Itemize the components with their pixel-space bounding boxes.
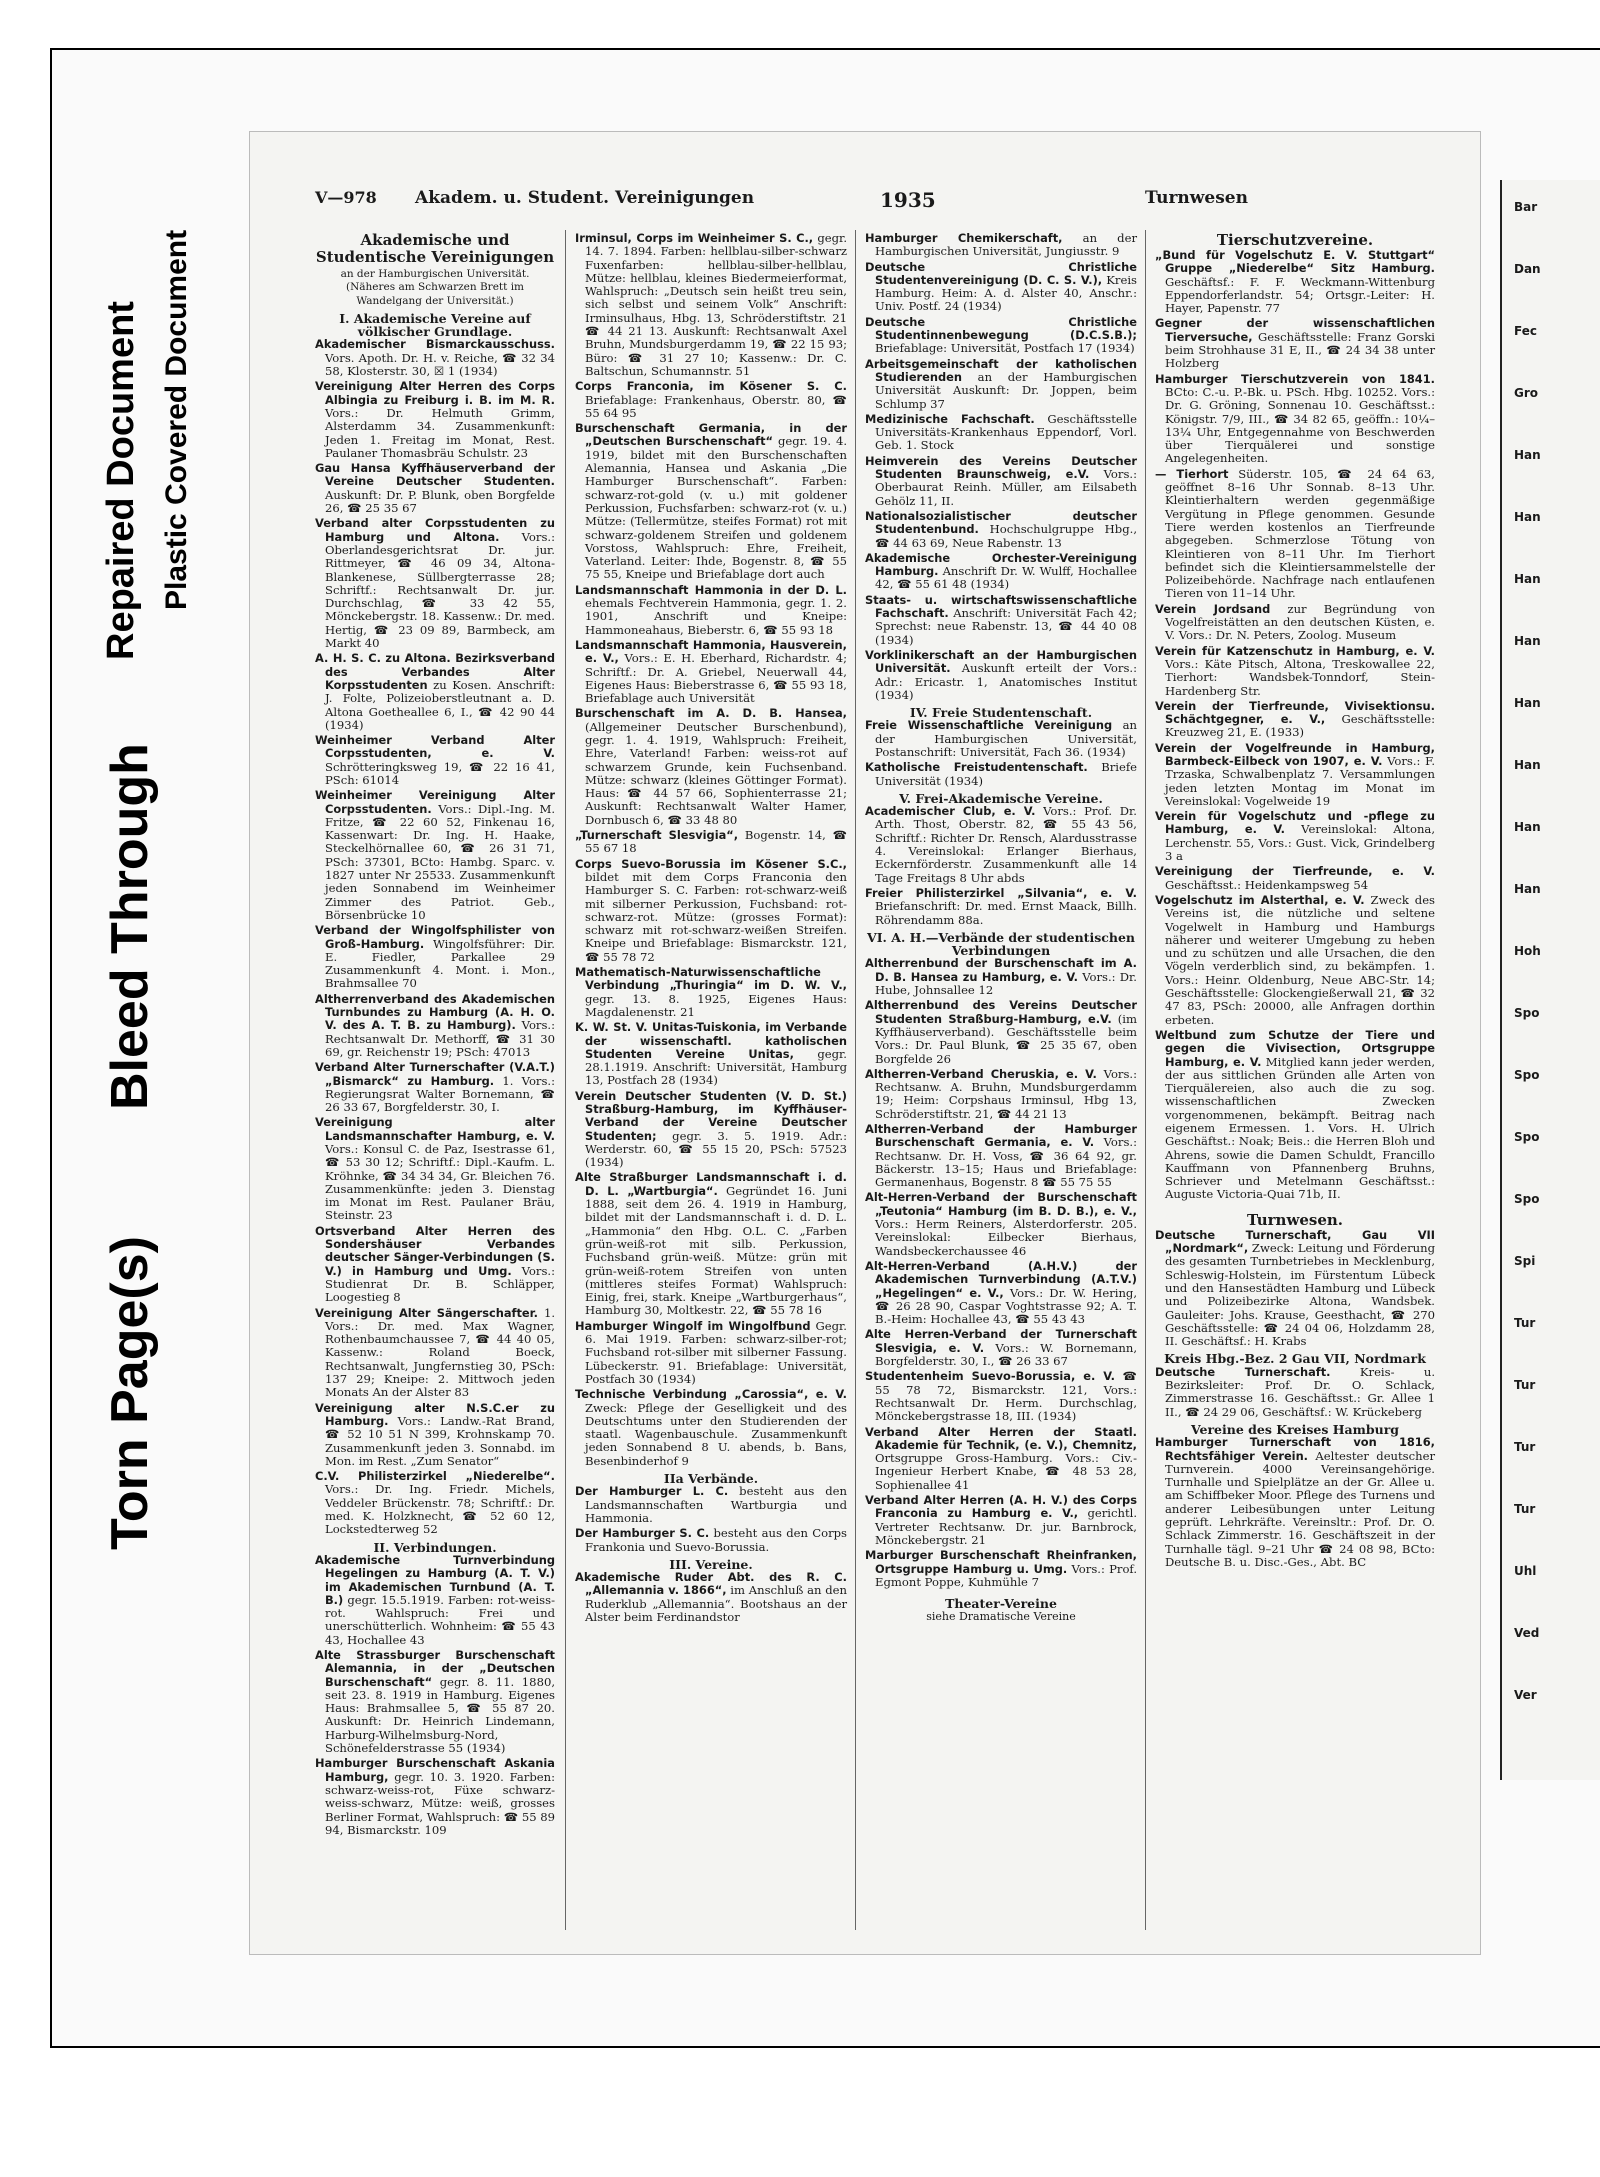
entry-details: an der Hamburgischen Universität, Postanschrift: Universität, Fach 36. (1934) bbox=[875, 718, 1138, 759]
directory-entry bbox=[315, 1649, 555, 1755]
entry-name: Mathematisch-Naturwissenschaftliche Verbindung „Thuringia“ im D. W. V., bbox=[575, 965, 847, 993]
entry-name: Burschenschaft im A. D. B. Hansea, bbox=[575, 706, 847, 721]
entry-details: gegr. 19. 4. 1919, bildet mit den Burschenschaften Alemannia, Hansea und Askania „Die Hamburger Burschenschaft“. Farben: schwarz-rot-gold (v. u.) mit goldener Perkussion, Fuchsfarben: schwarz-rot (v. u.) Mütze: (Tellermütze, steifes Format) rot mit schwarz-goldenem Streifen und goldenem Vorstoss, Wahlspruch: Ehre, Freiheit, Vaterland. Leiter: Ihde, Bogenstr. 8, ☎ 55 75 55, Kneipe und Briefablage dort auch bbox=[585, 434, 848, 582]
entry-name: Verband Alter Turnerschafter (V.A.T.) „Bismarck“ zu Hamburg. bbox=[315, 1060, 555, 1088]
edge-fragment: Ver bbox=[1514, 1688, 1537, 1702]
entry-name: Academischer Club, e. V. bbox=[865, 804, 1036, 819]
entry-details: zu Kosen. Anschrift: J. Folte, Polizeioberstleutnant a. D. Altona Goetheallee 6, I., ☎ 42 90 44 (1934) bbox=[325, 677, 555, 732]
directory-entry bbox=[865, 1494, 1137, 1547]
entry-details: Bogenstr. 14, ☎ 55 67 18 bbox=[585, 828, 848, 856]
entry-details: an der Hamburgischen Universität, Jungiusstr. 9 bbox=[875, 231, 1137, 259]
entry-name: Vereinigung alter Landsmannschafter Hamburg, e. V. bbox=[315, 1115, 555, 1143]
directory-entry bbox=[315, 789, 555, 922]
entry-details: Gegr. 6. Mai 1919. Farben: schwarz-silber-rot; Fuchsband rot-silber mit silberner Fassung. Lübeckerstr. 91. Briefablage: Universität, Postfach 30 (1934) bbox=[585, 1318, 847, 1386]
directory-entry bbox=[1155, 249, 1435, 315]
entry-name: Verband der Wingolfsphilister von Groß-Hamburg. bbox=[315, 923, 555, 951]
section-heading: I. Akademische Vereine auf völkischer Grundlage. bbox=[339, 310, 531, 340]
entry-name: Heimverein des Vereins Deutscher Studenten Braunschweig, e.V. bbox=[865, 453, 1137, 482]
directory-entry bbox=[865, 358, 1137, 411]
directory-entry bbox=[865, 316, 1137, 356]
section-heading: VI. A. H.—Verbände der studentischen Verbindungen bbox=[867, 929, 1135, 959]
directory-entry bbox=[315, 1757, 555, 1837]
section-heading: V. Frei-Akademische Vereine. bbox=[899, 790, 1103, 806]
entry-details: Vors.: Dipl.-Ing. M. Fritze, ☎ 22 60 52, Finkenau 16, Kassenwart: Dr. Ing. H. Haake, Steckelhörnallee 60, ☎ 26 31 71, PSch: 37301, BCto: Hambg. Sparc. v. 1827 unter Nr 25533. Zusammenkunft jeden Sonnabend im Weinheimer Zimmer des Patriot. Geb., Börsenbrücke 10 bbox=[325, 801, 556, 922]
directory-entry bbox=[575, 639, 847, 705]
directory-entry bbox=[865, 1191, 1137, 1257]
column-title: Akademische und Studentische Vereinigungen bbox=[315, 231, 555, 266]
entry-details: gerichtl. Vertreter Rechtsanw. Dr. jur. Barnbrock, Mönckebergstr. 21 bbox=[875, 1506, 1137, 1547]
entry-name: Gegner der wissenschaftlichen Tierversuche, bbox=[1155, 316, 1435, 344]
entry-details: Zweck des Vereins ist, die nützliche und seltene Vogelwelt in Hamburg und Hamburgs näherer und weiterer Umgebung zu heben und zu schützen und alle Ursachen, die den Vögeln verderblich sind, zu bekämpfen. 1. Vors.: Heinr. Oldenburg, Neue ABC-Str. 14; Geschäftsstelle: Glockengießerwall 21, ☎ 32 47 83, PSch: 20000, alle Anfragen dorthin erbeten. bbox=[1165, 892, 1436, 1027]
entry-details: Geschäftsstelle: Franz Gorski beim Strohhause 31 E, II., ☎ 24 34 38 unter Holzberg bbox=[1165, 329, 1435, 371]
entry-name: Verband alter Corpsstudenten zu Hamburg und Altona. bbox=[315, 516, 555, 544]
directory-entry bbox=[1155, 1229, 1435, 1349]
directory-entry bbox=[865, 510, 1137, 550]
edge-fragment: Tur bbox=[1514, 1378, 1536, 1392]
directory-entry bbox=[865, 649, 1137, 702]
column-1 bbox=[315, 232, 555, 1839]
directory-entry bbox=[575, 858, 847, 964]
directory-entry bbox=[1155, 645, 1435, 698]
entry-details: gegr. 3. 5. 1919. Adr.: Werderstr. 60, ☎ 55 15 20, PSch: 57523 (1934) bbox=[585, 1128, 847, 1170]
entry-details: Vors.: Oberbaurat Reinh. Müller, am Eilsabeth Gehölz 11, II. bbox=[875, 467, 1137, 508]
left-border bbox=[50, 48, 52, 2048]
directory-entry bbox=[865, 1370, 1137, 1423]
edge-fragment: Han bbox=[1514, 758, 1541, 772]
directory-entry bbox=[315, 1116, 555, 1222]
entry-details: 1. Vors.: Regierungsrat Walter Bornemann, ☎ 26 33 67, Borgfelderstr. 30, I. bbox=[325, 1073, 556, 1115]
entry-name: Deutsche Turnerschaft, Gau VII „Nordmark“, bbox=[1155, 1227, 1435, 1256]
entry-name: Freie Wissenschaftliche Vereinigung bbox=[865, 718, 1113, 733]
edge-fragment: Fec bbox=[1514, 324, 1537, 338]
entry-details: Auskunft: Dr. P. Blunk, oben Borgfelde 26, ☎ 25 35 67 bbox=[325, 487, 555, 516]
entry-details: Vors.: Landw.-Rat Brand, ☎ 52 10 51 N 399, Krohnskamp 70. Zusammenkunft jeden 3. Sonnabd. im Mon. im Rest. „Zum Senator“ bbox=[325, 1413, 555, 1468]
entry-details: Vors.: Dr. Hube, Johnsallee 12 bbox=[875, 969, 1137, 998]
entry-details: Vors. Apoth. Dr. H. v. Reiche, ☎ 32 34 58, Klosterstr. 30, ☒ 1 (1934) bbox=[325, 350, 555, 379]
directory-entry bbox=[315, 1061, 555, 1114]
directory-entry bbox=[315, 1470, 555, 1536]
entry-name: Verein Deutscher Studenten (V. D. St.) Straßburg-Hamburg, im Kyffhäuser-Verband der Vereine Deutscher Studenten; bbox=[575, 1088, 847, 1143]
repaired-label: Repaired Document bbox=[100, 301, 142, 660]
directory-entry bbox=[315, 380, 555, 460]
entry-name: Altherrenbund des Vereins Deutscher Studenten Straßburg-Hamburg, e.V. bbox=[865, 998, 1137, 1026]
entry-name: Weinheimer Vereinigung Alter Corpsstudenten. bbox=[315, 788, 555, 816]
directory-entry bbox=[315, 652, 555, 732]
entry-name: Altherren-Verband der Hamburger Burschenschaft Germania, e. V. bbox=[865, 1122, 1137, 1150]
entry-details: im Anschluß an den Ruderklub „Allemannia“. Bootshaus an der Alster beim Ferdinandstor bbox=[585, 1583, 847, 1624]
section-heading: III. Vereine. bbox=[669, 1556, 753, 1572]
plastic-label: Plastic Covered Document bbox=[160, 229, 193, 610]
edge-fragment: Spo bbox=[1514, 1068, 1540, 1082]
theater-note: siehe Dramatische Vereine bbox=[926, 1610, 1076, 1624]
bottom-border bbox=[50, 2046, 1600, 2048]
entry-details: Vors.: Prof. Egmont Poppe, Kuhmühle 7 bbox=[875, 1561, 1137, 1589]
edge-fragment: Spi bbox=[1514, 1254, 1536, 1268]
directory-entry bbox=[575, 380, 847, 420]
directory-entry bbox=[1155, 468, 1435, 601]
entry-name: Studentenheim Suevo-Borussia, e. V. bbox=[865, 1369, 1115, 1384]
entry-name: Marburger Burschenschaft Rheinfranken, Ortsgruppe Hamburg u. Umg. bbox=[865, 1548, 1137, 1576]
directory-entry bbox=[865, 594, 1137, 647]
entry-name: Katholische Freistudentenschaft. bbox=[865, 760, 1088, 775]
edge-fragment: Han bbox=[1514, 448, 1541, 462]
entry-name: Corps Suevo-Borussia im Kösener S.C., bbox=[575, 856, 847, 871]
entry-details: Vors.: Rechtsanw. A. Bruhn, Mundsburgerdamm 19; Heim: Corpshaus Irminsul, Hbg 13, Schröderstiftstr. 21, ☎ 44 21 13 bbox=[875, 1066, 1138, 1121]
edge-fragment: Han bbox=[1514, 572, 1541, 586]
edge-fragment: Tur bbox=[1514, 1440, 1536, 1454]
entry-name: Burschenschaft Germania, in der „Deutschen Burschenschaft“ bbox=[575, 421, 847, 449]
entry-name: Hamburger Burschenschaft Askania Hamburg, bbox=[315, 1756, 555, 1784]
entry-name: Verein Jordsand bbox=[1155, 601, 1271, 616]
directory-entry bbox=[865, 761, 1137, 788]
section-heading: IIa Verbände. bbox=[663, 1471, 759, 1487]
directory-entry bbox=[865, 455, 1137, 508]
entry-details: an der Hamburgischen Universität Auskunft: Dr. Joppen, beim Schlump 37 bbox=[875, 369, 1138, 411]
directory-entry bbox=[1155, 317, 1435, 370]
directory-entry bbox=[1155, 742, 1435, 808]
directory-entry bbox=[315, 462, 555, 515]
entry-details: gegr. 13. 8. 1925, Eigenes Haus: Magdalenenstr. 21 bbox=[585, 991, 847, 1019]
entry-details: Zweck: Pflege der Geselligkeit und des Deutschtums unter den Studierenden der staatl. Wagenbauschule. Zusammenkunft jeden Sonnabend 8 U. abends, b. Bans, Besenbinderhof 9 bbox=[585, 1400, 847, 1468]
column-rule bbox=[1145, 230, 1146, 1930]
directory-entry bbox=[315, 338, 555, 378]
entry-name: Vogelschutz im Alsterthal, e. V. bbox=[1155, 892, 1365, 907]
directory-entry bbox=[865, 805, 1137, 885]
section-heading: II. Verbindungen. bbox=[373, 1539, 497, 1555]
entry-name: C.V. Philisterzirkel „Niederelbe“. bbox=[315, 1469, 555, 1484]
entry-name: Akademischer Bismarckausschuss. bbox=[315, 337, 555, 352]
directory-entry bbox=[865, 1328, 1137, 1368]
entry-name: Deutsche Christliche Studentinnenbewegung (D.C.S.B.); bbox=[865, 314, 1137, 343]
entry-name: Irminsul, Corps im Weinheimer S. C., bbox=[575, 231, 814, 245]
entry-details: bildet mit dem Corps Franconia den Hamburger S. C. Farben: rot-schwarz-weiß mit silberner Perkussion, Fuchsband: rot-schwarz-rot. Mütze: (grosses Format): schwarz mit rot-schwarz-weißen Streifen. Kneipe und Briefablage: Bismarckstr. 121, ☎ 55 78 72 bbox=[585, 869, 847, 964]
entry-name: Alt-Herren-Verband der Burschenschaft „Teutonia“ Hamburg (im B. D. B.), e. V., bbox=[865, 1190, 1137, 1218]
edge-fragment: Han bbox=[1514, 634, 1541, 648]
directory-entry bbox=[865, 957, 1137, 997]
entry-details: (im Kyffhäuserverband). Geschäftsstelle beim Vors.: Dr. Paul Blunk, ☎ 25 35 67, oben Borgfelde 26 bbox=[875, 1011, 1137, 1066]
edge-fragment: Han bbox=[1514, 696, 1541, 710]
directory-entry bbox=[575, 1388, 847, 1468]
directory-entry bbox=[315, 993, 555, 1059]
directory-entry bbox=[1155, 1366, 1435, 1419]
entry-name: Der Hamburger L. C. bbox=[575, 1484, 729, 1499]
entry-name: Verband Alter Herren der Staatl. Akademie für Technik, (e. V.), Chemnitz, bbox=[865, 1424, 1137, 1452]
edge-fragment: Han bbox=[1514, 820, 1541, 834]
entry-name: Alt-Herren-Verband (A.H.V.) der Akademischen Turnverbindung (A.T.V.) „Hegelingen“ e. V., bbox=[865, 1258, 1137, 1300]
directory-entry bbox=[865, 1260, 1137, 1326]
entry-name: Nationalsozialistischer deutscher Studentenbund. bbox=[865, 508, 1137, 537]
entry-name: A. H. S. C. zu Altona. Bezirksverband des Verbandes Alter Korpsstudenten bbox=[315, 651, 555, 692]
entry-name: Alte Strassburger Burschenschaft Alemannia, in der „Deutschen Burschenschaft“ bbox=[315, 1647, 555, 1689]
entry-name: Weinheimer Verband Alter Corpsstudenten, e. V. bbox=[315, 733, 555, 761]
entry-name: Akademische Turnverbindung Hegelingen zu Hamburg (A. T. V.) im Akademischen Turnbund (A. T. B.) bbox=[315, 1552, 555, 1607]
entry-details: gegr. 28.1.1919. Anschrift: Universität, Hamburg 13, Postfach 28 (1934) bbox=[585, 1046, 847, 1088]
edge-fragment: Dan bbox=[1514, 262, 1541, 276]
entry-details: Aeltester deutscher Turnverein. 4000 Vereinsangehörige. Turnhalle und Spielplätze an der Gr. Allee u. am Schiffbeker Moor. Pflege des Turnens und anderer Leibesübungen unter Leitung geprüft. Lehrkräfte. Vereinsltr.: Prof. Dr. O. Schlack Zimmerstr. 16. Geschäftszeit in der Turnhalle tägl. 9–21 Uhr ☎ 24 08 98, BCto: Deutsche B. u. Disc.-Ges., Abt. BC bbox=[1165, 1448, 1435, 1569]
column-title: Tierschutzvereine. bbox=[1216, 231, 1374, 249]
directory-entry bbox=[1155, 894, 1435, 1027]
directory-entry bbox=[865, 232, 1137, 259]
bleed-label: Bleed Through bbox=[101, 743, 159, 1110]
directory-entry bbox=[1155, 810, 1435, 863]
section-title: Turnwesen. bbox=[1246, 1210, 1344, 1229]
directory-entry bbox=[865, 1123, 1137, 1189]
topic-title: Turnwesen bbox=[1145, 188, 1248, 208]
directory-entry bbox=[315, 734, 555, 787]
entry-details: Vors.: Studienrat Dr. B. Schläpper, Loogestieg 8 bbox=[325, 1263, 555, 1305]
entry-details: Ortsgruppe Gross-Hamburg. Vors.: Civ.-Ingenieur Herbert Knabe, ☎ 48 53 28, Sophienallee 41 bbox=[875, 1451, 1137, 1492]
entry-details: gegr. 8. 11. 1880, seit 23. 8. 1919 in Hamburg. Eigenes Haus: Brahmsallee 5, ☎ 55 87 20. Auskunft: Dr. Heinrich Lindemann, Harburg-Wilhelmsburg-Nord, Schönefelderstrasse 55 (1934) bbox=[325, 1674, 556, 1756]
entry-details: Geschäftsst.: Heidenkampsweg 54 bbox=[1165, 877, 1369, 892]
directory-entry bbox=[865, 887, 1137, 927]
entry-name: Freier Philisterzirkel „Silvania“, e. V. bbox=[865, 885, 1137, 900]
entry-name: Akademische Orchester-Vereinigung Hamburg. bbox=[865, 550, 1137, 579]
entry-details: Vors.: Dr. W. Hering, ☎ 26 28 90, Caspar Voghtstrasse 92; A. T. B.-Heim: Hochallee 43, ☎ 55 43 43 bbox=[875, 1285, 1138, 1327]
directory-entry bbox=[575, 707, 847, 827]
entry-name: Altherrenbund der Burschenschaft im A. D. B. Hansea zu Hamburg, e. V. bbox=[865, 956, 1137, 984]
directory-entry bbox=[575, 1485, 847, 1525]
edge-fragment: Ved bbox=[1514, 1626, 1540, 1640]
entry-details: Schrötteringksweg 19, ☎ 22 16 41, PSch: 61014 bbox=[325, 759, 555, 787]
section-title: Akadem. u. Student. Vereinigungen bbox=[415, 188, 755, 208]
directory-entry bbox=[575, 1571, 847, 1624]
entry-details: Anschrift: Universität Fach 42; Sprechst: neue Rabenstr. 13, ☎ 44 40 08 (1934) bbox=[875, 606, 1137, 647]
entry-name: Vereinigung der Tierfreunde, e. V. bbox=[1155, 864, 1435, 879]
entry-details: Briefablage: Frankenhaus, Oberstr. 80, ☎ 55 64 95 bbox=[585, 392, 847, 420]
directory-entry bbox=[1155, 700, 1435, 740]
entry-name: K. W. St. V. Unitas-Tuiskonia, im Verbande der wissenschaftl. katholischen Studenten Vereine Unitas, bbox=[575, 1020, 847, 1061]
entry-details: zur Begründung von Vogelfreistätten an den deutschen Küsten, e. V. Vors.: Dr. N. Peters, Zoolog. Museum bbox=[1165, 601, 1436, 643]
entry-name: Technische Verbindung „Carossia“, e. V. bbox=[575, 1387, 847, 1402]
entry-details: Vors.: Dr. Ing. Friedr. Michels, Veddeler Brückenstr. 78; Schriftf.: Dr. med. K. Holzknecht, ☎ 52 60 12, Lockstedterweg 52 bbox=[325, 1482, 555, 1537]
entry-details: ☎ 55 78 72, Bismarckstr. 121, Vors.: Rechtsanwalt Dr. Herm. Durchschlag, Mönckebergstrasse 18, III. (1934) bbox=[875, 1369, 1137, 1424]
entry-details: Vors.: Prof. Dr. Arth. Thost, Oberstr. 82, ☎ 55 43 56, Schriftf.: Richter Dr. Rensch, Alardusstrasse 4. Vereinslokal: Erlanger Bierhaus, Eckernförderstr. Zusammenkunft alle 14 Tage Freitags 8 Uhr abds bbox=[875, 804, 1137, 885]
entry-details: Hochschulgruppe Hbg., ☎ 44 63 69, Neue Rabenstr. 13 bbox=[875, 522, 1138, 550]
entry-name: Verband Alter Herren (A. H. V.) des Corps Franconia zu Hamburg e. V., bbox=[865, 1493, 1137, 1521]
directory-entry bbox=[865, 1549, 1137, 1589]
entry-name: Verein für Vogelschutz und -pflege zu Hamburg, e. V. bbox=[1155, 809, 1435, 837]
edge-fragment: Spo bbox=[1514, 1192, 1540, 1206]
entry-name: Weltbund zum Schutze der Tiere und gegen die Vivisection, Ortsgruppe Hamburg, e. V. bbox=[1155, 1027, 1435, 1069]
directory-entry bbox=[575, 966, 847, 1019]
entry-details: Vereinslokal: Altona, Lerchenstr. 55, Vors.: Gust. Vick, Grindelberg 3 a bbox=[1165, 822, 1436, 864]
entry-details: Vors.: Käte Pitsch, Altona, Treskowallee 22, Tierhort: Wandsbek-Tonndorf, Stein-Hardenberg Str. bbox=[1165, 656, 1435, 698]
entry-name: Verein der Vogelfreunde in Hamburg, Barmbeck-Eilbeck von 1907, e. V. bbox=[1155, 740, 1435, 768]
directory-entry bbox=[575, 1171, 847, 1317]
directory-entry bbox=[1155, 603, 1435, 643]
entry-name: Gau Hansa Kyffhäuserverband der Vereine Deutscher Studenten. bbox=[315, 461, 555, 489]
entry-details: Vors.: Dr. Helmuth Grimm, Alsterdamm 34. Zusammenkunft: Jeden 1. Freitag im Monat, Rest. Paulaner Thomasbräu Schulstr. 23 bbox=[325, 405, 555, 460]
edge-fragment: Hoh bbox=[1514, 944, 1541, 958]
directory-entry bbox=[865, 552, 1137, 592]
entry-details: BCto: C.-u. P.-Bk. u. PSch. Hbg. 10252. Vors.: Dr. G. Gröning, Sonnenau 10. Geschäftsst.: Königstr. 7/9, III., ☎ 34 82 65, geöffn.: 10¼–13¼ Uhr, Entgegennahme von Beschwerden über Tierquälerei und sonstige Angelegenheiten. bbox=[1165, 384, 1435, 466]
entry-name: Deutsche Christliche Studentenvereinigung (D. C. S. V.), bbox=[865, 259, 1137, 287]
entry-details: Kreis Hamburg. Heim: A. d. Alster 40, Anschr.: Univ. Postf. 24 (1934) bbox=[875, 272, 1137, 314]
entry-details: Gegründet 16. Juni 1888, seit dem 26. 4. 1919 in Hamburg, bildet mit der Landsmannschaft i. d. D. L. „Hammonia“ den Hbg. O.L. C. „Farben grün-weiß-rot mit silb. Perkussion, Fuchsband grün-weiß. Mütze: grün mit grün-weiß-rotem Streifen von unten (mittleres steifes Format) Wahlspruch: Einig, frei, stark. Kneipe „Wartburgerhaus“, Hamburg 30, Moltkestr. 22, ☎ 55 78 16 bbox=[585, 1183, 848, 1318]
entry-details: Geschäftsf.: F. F. Weckmann-Wittenburg Eppendorferlandstr. 54; Ortsgr.-Leiter: H. Hayer, Papenstr. 77 bbox=[1165, 274, 1435, 316]
entry-name: Ortsverband Alter Herren des Sondershäuser Verbandes deutscher Sänger-Verbindungen (S. V.) in Hamburg und Umg. bbox=[315, 1223, 555, 1278]
directory-entry bbox=[575, 1021, 847, 1087]
directory-entry bbox=[1155, 1029, 1435, 1202]
year: 1935 bbox=[880, 188, 936, 212]
section-heading: IV. Freie Studentenschaft. bbox=[909, 705, 1093, 721]
edge-fragment: Spo bbox=[1514, 1130, 1540, 1144]
entry-name: Vereinigung Alter Sängerschafter. bbox=[315, 1305, 538, 1320]
directory-entry bbox=[575, 584, 847, 637]
entry-details: Vors.: E. H. Eberhard, Richardstr. 4; Schriftf.: Dr. A. Griebel, Neuerwall 44, Eigenes Haus: Bieberstrasse 6, ☎ 55 93 18, Briefablage auch Universität bbox=[585, 651, 847, 706]
directory-entry bbox=[575, 232, 847, 378]
edge-fragment: Uhl bbox=[1514, 1564, 1537, 1578]
page-header bbox=[315, 188, 1595, 220]
entry-details: Briefe Universität (1934) bbox=[875, 760, 1137, 788]
directory-entry bbox=[575, 829, 847, 856]
section-heading: Vereine des Kreises Hamburg bbox=[1190, 1421, 1400, 1437]
entry-details: Geschäftsstelle Universitäts-Krankenhaus Eppendorf, Vorl. Geb. 1. Stock bbox=[875, 411, 1137, 453]
entry-details: Briefanschrift: Dr. med. Ernst Maack, Billh. Röhrendamm 88a. bbox=[875, 899, 1137, 927]
entry-details: Vors.: W. Bornemann, Borgfelderstr. 30, I., ☎ 26 33 67 bbox=[875, 1340, 1138, 1369]
entry-name: Akademische Ruder Abt. des R. C. „Allemannia v. 1866“, bbox=[575, 1570, 847, 1598]
directory-entry bbox=[865, 261, 1137, 314]
directory-entry bbox=[865, 1068, 1137, 1121]
entry-details: Vors.: Oberlandesgerichtsrat Dr. jur. Rittmeyer, ☎ 46 09 34, Altona-Blankenese, Süllbergterrasse 28; Schriftf.: Rechtsanwalt Dr. jur. Durchschlag, ☎ 33 42 55, Mönckebergstr. 18. Kassenw.: Dr. med. Hertig, ☎ 23 09 89, Barmbeck, am Markt 40 bbox=[325, 529, 555, 651]
entry-name: Staats- u. wirtschaftswissenschaftliche Fachschaft. bbox=[865, 592, 1137, 621]
column-rule bbox=[855, 230, 856, 1930]
directory-entry bbox=[315, 1402, 555, 1468]
entry-details: 1. Vors.: Dr. med. Max Wagner, Rothenbaumchaussee 7, ☎ 44 40 05, Kassenw.: Roland Boeck, Rechtsanwalt, Jungfernstieg 30, PSch: 137 29; Kneipe: 2. Mittwoch jeden Monats An der Alster 83 bbox=[325, 1305, 555, 1400]
directory-entry bbox=[575, 1320, 847, 1386]
directory-entry bbox=[865, 1426, 1137, 1492]
entry-details: gegr. 15.5.1919. Farben: rot-weiss-rot. Wahlspruch: Frei und unerschütterlich. Wohnheim: ☎ 55 43 43, Hochallee 43 bbox=[325, 1592, 555, 1647]
entry-details: Kreis- u. Bezirksleiter: Prof. Dr. O. Schlack, Zimmerstrasse 16. Geschäftsst.: Gr. Allee 1 II., ☎ 24 29 06, Geschäftsf.: W. Krückeberg bbox=[1165, 1364, 1436, 1419]
entry-name: Altherrenverband des Akademischen Turnbundes zu Hamburg (A. H. O. V. des A. T. B. zu Hamburg). bbox=[315, 991, 555, 1033]
entry-name: Landsmannschaft Hammonia in der D. L. bbox=[575, 582, 847, 597]
entry-details: gegr. 14. 7. 1894. Farben: hellblau-silber-schwarz Fuxenfarben: hellblau-silber-hellblau, Mütze: hellblau, kleines Biedermeierformat, Wahlspruch: „Deutsch sein heißt treu sein, sich selbst und seinem Volk“ Anschrift: Irminsulhaus, Hbg. 13, Schröderstiftstr. 21 ☎ 44 21 13. Auskunft: Rechtsanwalt Axel Bruhn, Mundsburgerdamm 19, ☎ 22 15 93; Büro: ☎ 31 27 10; Kassenw.: Dr. C. Baltschun, Schumannstr. 51 bbox=[585, 231, 848, 378]
directory-entry bbox=[575, 1090, 847, 1170]
entry-name: Hamburger Wingolf im Wingolfbund bbox=[575, 1318, 811, 1333]
column-rule bbox=[565, 230, 566, 1930]
directory-entry bbox=[315, 1554, 555, 1647]
entry-details: Auskunft erteilt der Vors.: Adr.: Ericastr. 1, Anatomisches Institut (1934) bbox=[875, 661, 1137, 702]
entry-details: Süderstr. 105, ☎ 24 64 63, geöffnet 8–16 Uhr Sonnab. 8–13 Uhr. Kleintierhaltern werden gegenmäßige Vergütung in Pflege genommen. Gesunde Tiere werden kostenlos an Tierfreunde abgegeben. Schmerzlose Tötung von Kleintieren von 8–11 Uhr. Im Tierhort befindet sich die Kleintiersammelstelle der Polizeibehörde. Nachfrage nach entlaufenen Tieren von 11–14 Uhr. bbox=[1165, 466, 1435, 601]
entry-name: Altherren-Verband Cheruskia, e. V. bbox=[865, 1066, 1097, 1081]
edge-fragment: Han bbox=[1514, 510, 1541, 524]
adjacent-page-edge bbox=[1500, 180, 1600, 1780]
entry-name: „Bund für Vogelschutz E. V. Stuttgart“ Gruppe „Niederelbe“ Sitz Hamburg. bbox=[1155, 248, 1435, 276]
entry-details: Mitglied kann jeder werden, der aus sittlichen Gründen alle Arten von Tierquälereien, also auch die zu sog. wissenschaftlichen Zwecken vorgenommenen, bekämpft. Beitrag nach eigenem Ermessen. 1. Vors. H. Ulrich Geschäftst.: Noak; Beis.: die Herren Bloh und Ahrens, sowie die Damen Schuldt, Francillo Kauffmann von Pfannenberg Bruhns, Schriever und Metelmann Geschäftsst.: Auguste Victoria-Quai 71b, II. bbox=[1165, 1054, 1436, 1202]
entry-details: (Allgemeiner Deutscher Burschenbund), gegr. 1. 4. 1919, Wahlspruch: Freiheit, Ehre, Vaterland! Farben: weiss-rot auf schwarzem Grunde, kein Fuchsenband. Mütze: schwarz (kleines Göttinger Format). Haus: ☎ 44 57 66, Sophienterrasse 21; Auskunft: Rechtsanwalt Walter Hamer, Dornbusch 6, ☎ 33 48 80 bbox=[585, 719, 847, 827]
entry-name: Deutsche Turnerschaft. bbox=[1155, 1364, 1331, 1379]
entry-name: Vereinigung Alter Herren des Corps Albingia zu Freiburg i. B. im M. R. bbox=[315, 379, 555, 407]
directory-entry bbox=[315, 517, 555, 650]
column-3 bbox=[865, 232, 1137, 1624]
directory-entry bbox=[575, 422, 847, 582]
edge-fragment: Han bbox=[1514, 882, 1541, 896]
edge-fragment: Bar bbox=[1514, 200, 1538, 214]
entry-details: Vors.: Konsul C. de Paz, Isestrasse 61, ☎ 53 30 12; Schriftf.: Dipl.-Kaufm. L. Kröhnke, ☎ 34 34 34, Gr. Bleichen 76. Zusammenkünfte: jeden 3. Dienstag im Monat im Rest. Paulaner Bräu, Steinstr. 23 bbox=[325, 1142, 555, 1223]
directory-entry bbox=[1155, 373, 1435, 466]
edge-fragment: Spo bbox=[1514, 1006, 1540, 1020]
directory-entry bbox=[865, 413, 1137, 453]
torn-label: Torn Page(s) bbox=[101, 1236, 159, 1550]
document-page bbox=[250, 132, 1480, 1954]
directory-entry bbox=[315, 1307, 555, 1400]
entry-name: Vorklinikerschaft an der Hamburgischen Universität. bbox=[865, 647, 1137, 676]
entry-details: Anschrift Dr. W. Wulff, Hochallee 42, ☎ 55 61 48 (1934) bbox=[875, 564, 1137, 592]
entry-name: Hamburger Tierschutzverein von 1841. bbox=[1155, 371, 1435, 386]
entry-details: Wingolfsführer: Dir. E. Fiedler, Parkallee 29 Zusammenkunft 4. Mont. i. Mon., Brahmsallee 70 bbox=[325, 936, 555, 991]
directory-entry bbox=[865, 999, 1137, 1065]
entry-details: Vors.: F. Trzaska, Schwalbenplatz 7. Versammlungen jeden letzten Montag im Monat im Vereinslokal: Vogelweide 19 bbox=[1165, 753, 1436, 808]
entry-name: Alte Straßburger Landsmannschaft i. d. D. L. „Wartburgia“. bbox=[575, 1170, 847, 1198]
section-heading: Theater-Vereine bbox=[945, 1596, 1057, 1612]
directory-entry bbox=[1155, 1436, 1435, 1569]
page-reference: V—978 bbox=[315, 188, 377, 207]
entry-name: — Tierhort bbox=[1155, 466, 1229, 481]
entry-details: Zweck: Leitung und Förderung des gesamten Turnbetriebes in Mecklenburg, Schleswig-Holstein, im Fürstentum Lübeck und den Hansestädten Hamburg und Lübeck und Polizeibezirke Altona, Wandsbek. Gauleiter: Johs. Krause, Geesthacht, ☎ 270 Geschäftsstelle: ☎ 24 04 06, Holzdamm 28, II. Geschäftsf.: H. Krabs bbox=[1165, 1241, 1435, 1349]
intro-text: an der Hamburgischen Universität. (Näheres am Schwarzen Brett im Wandelgang der Universität.) bbox=[340, 268, 530, 307]
entry-name: Verein für Katzenschutz in Hamburg, e. V. bbox=[1155, 643, 1435, 658]
column-2 bbox=[575, 232, 847, 1626]
entry-details: Vors.: Rechtsanw. Dr. H. Voss, ☎ 36 64 92, gr. Bäckerstr. 13–15; Haus und Briefablage: Germanenhaus, Bogenstr. 8 ☎ 55 75 55 bbox=[875, 1135, 1137, 1190]
entry-name: Alte Herren-Verband der Turnerschaft Slesvigia, e. V. bbox=[865, 1327, 1137, 1355]
entry-details: besteht aus den Corps Frankonia und Suevo-Borussia. bbox=[585, 1526, 847, 1554]
entry-name: Landsmannschaft Hammonia, Hausverein, e. V., bbox=[575, 637, 847, 666]
entry-name: Der Hamburger S. C. bbox=[575, 1526, 710, 1541]
edge-fragment: Tur bbox=[1514, 1316, 1536, 1330]
edge-fragment: Tur bbox=[1514, 1502, 1536, 1516]
entry-details: Geschäftsstelle: Kreuzweg 21, E. (1933) bbox=[1165, 712, 1435, 740]
directory-entry bbox=[315, 924, 555, 990]
directory-entry bbox=[575, 1527, 847, 1554]
directory-entry bbox=[865, 719, 1137, 759]
condition-labels bbox=[100, 150, 250, 1550]
entry-details: Vors.: Herm Reiners, Alsterdorferstr. 205. Vereinslokal: Eilbecker Bierhaus, Wandsbeckerchaussee 46 bbox=[875, 1217, 1137, 1258]
edge-fragment: Gro bbox=[1514, 386, 1539, 400]
entry-name: Verein der Tierfreunde, Vivisektionsu. Schächtgegner, e. V., bbox=[1155, 698, 1435, 727]
entry-details: ehemals Fechtverein Hammonia, gegr. 1. 2. 1901, Anschrift und Kneipe: Hammoneahaus, Bieberstr. 6, ☎ 55 93 18 bbox=[585, 596, 847, 637]
entry-details: besteht aus den Landsmannschaften Wartburgia und Hammonia. bbox=[585, 1484, 848, 1525]
column-4 bbox=[1155, 232, 1435, 1571]
entry-name: Arbeitsgemeinschaft der katholischen Studierenden bbox=[865, 356, 1137, 384]
top-border bbox=[50, 48, 1600, 50]
directory-entry bbox=[1155, 865, 1435, 892]
entry-name: „Turnerschaft Slesvigia“, bbox=[575, 828, 739, 843]
directory-entry bbox=[315, 1225, 555, 1305]
entry-name: Hamburger Chemikerschaft, bbox=[865, 231, 1063, 245]
entry-details: Vors.: Rechtsanwalt Dr. Methorff, ☎ 31 30 69, gr. Reichenstr 19; PSch: 47013 bbox=[325, 1018, 556, 1059]
section-heading: Kreis Hbg.-Bez. 2 Gau VII, Nordmark bbox=[1164, 1351, 1426, 1367]
entry-details: gegr. 10. 3. 1920. Farben: schwarz-weiss-rot, Füxe schwarz-weiss-schwarz, Mütze: weiß, grosses Berliner Format, Wahlspruch: ☎ 55 89 94, Bismarckstr. 109 bbox=[325, 1769, 556, 1837]
entry-name: Corps Franconia, im Kösener S. C. bbox=[575, 379, 847, 394]
entry-name: Vereinigung alter N.S.C.er zu Hamburg. bbox=[315, 1400, 555, 1428]
entry-name: Hamburger Turnerschaft von 1816, Rechtsfähiger Verein. bbox=[1155, 1435, 1435, 1463]
entry-details: Briefablage: Universität, Postfach 17 (1934) bbox=[875, 341, 1135, 356]
entry-name: Medizinische Fachschaft. bbox=[865, 411, 1035, 426]
